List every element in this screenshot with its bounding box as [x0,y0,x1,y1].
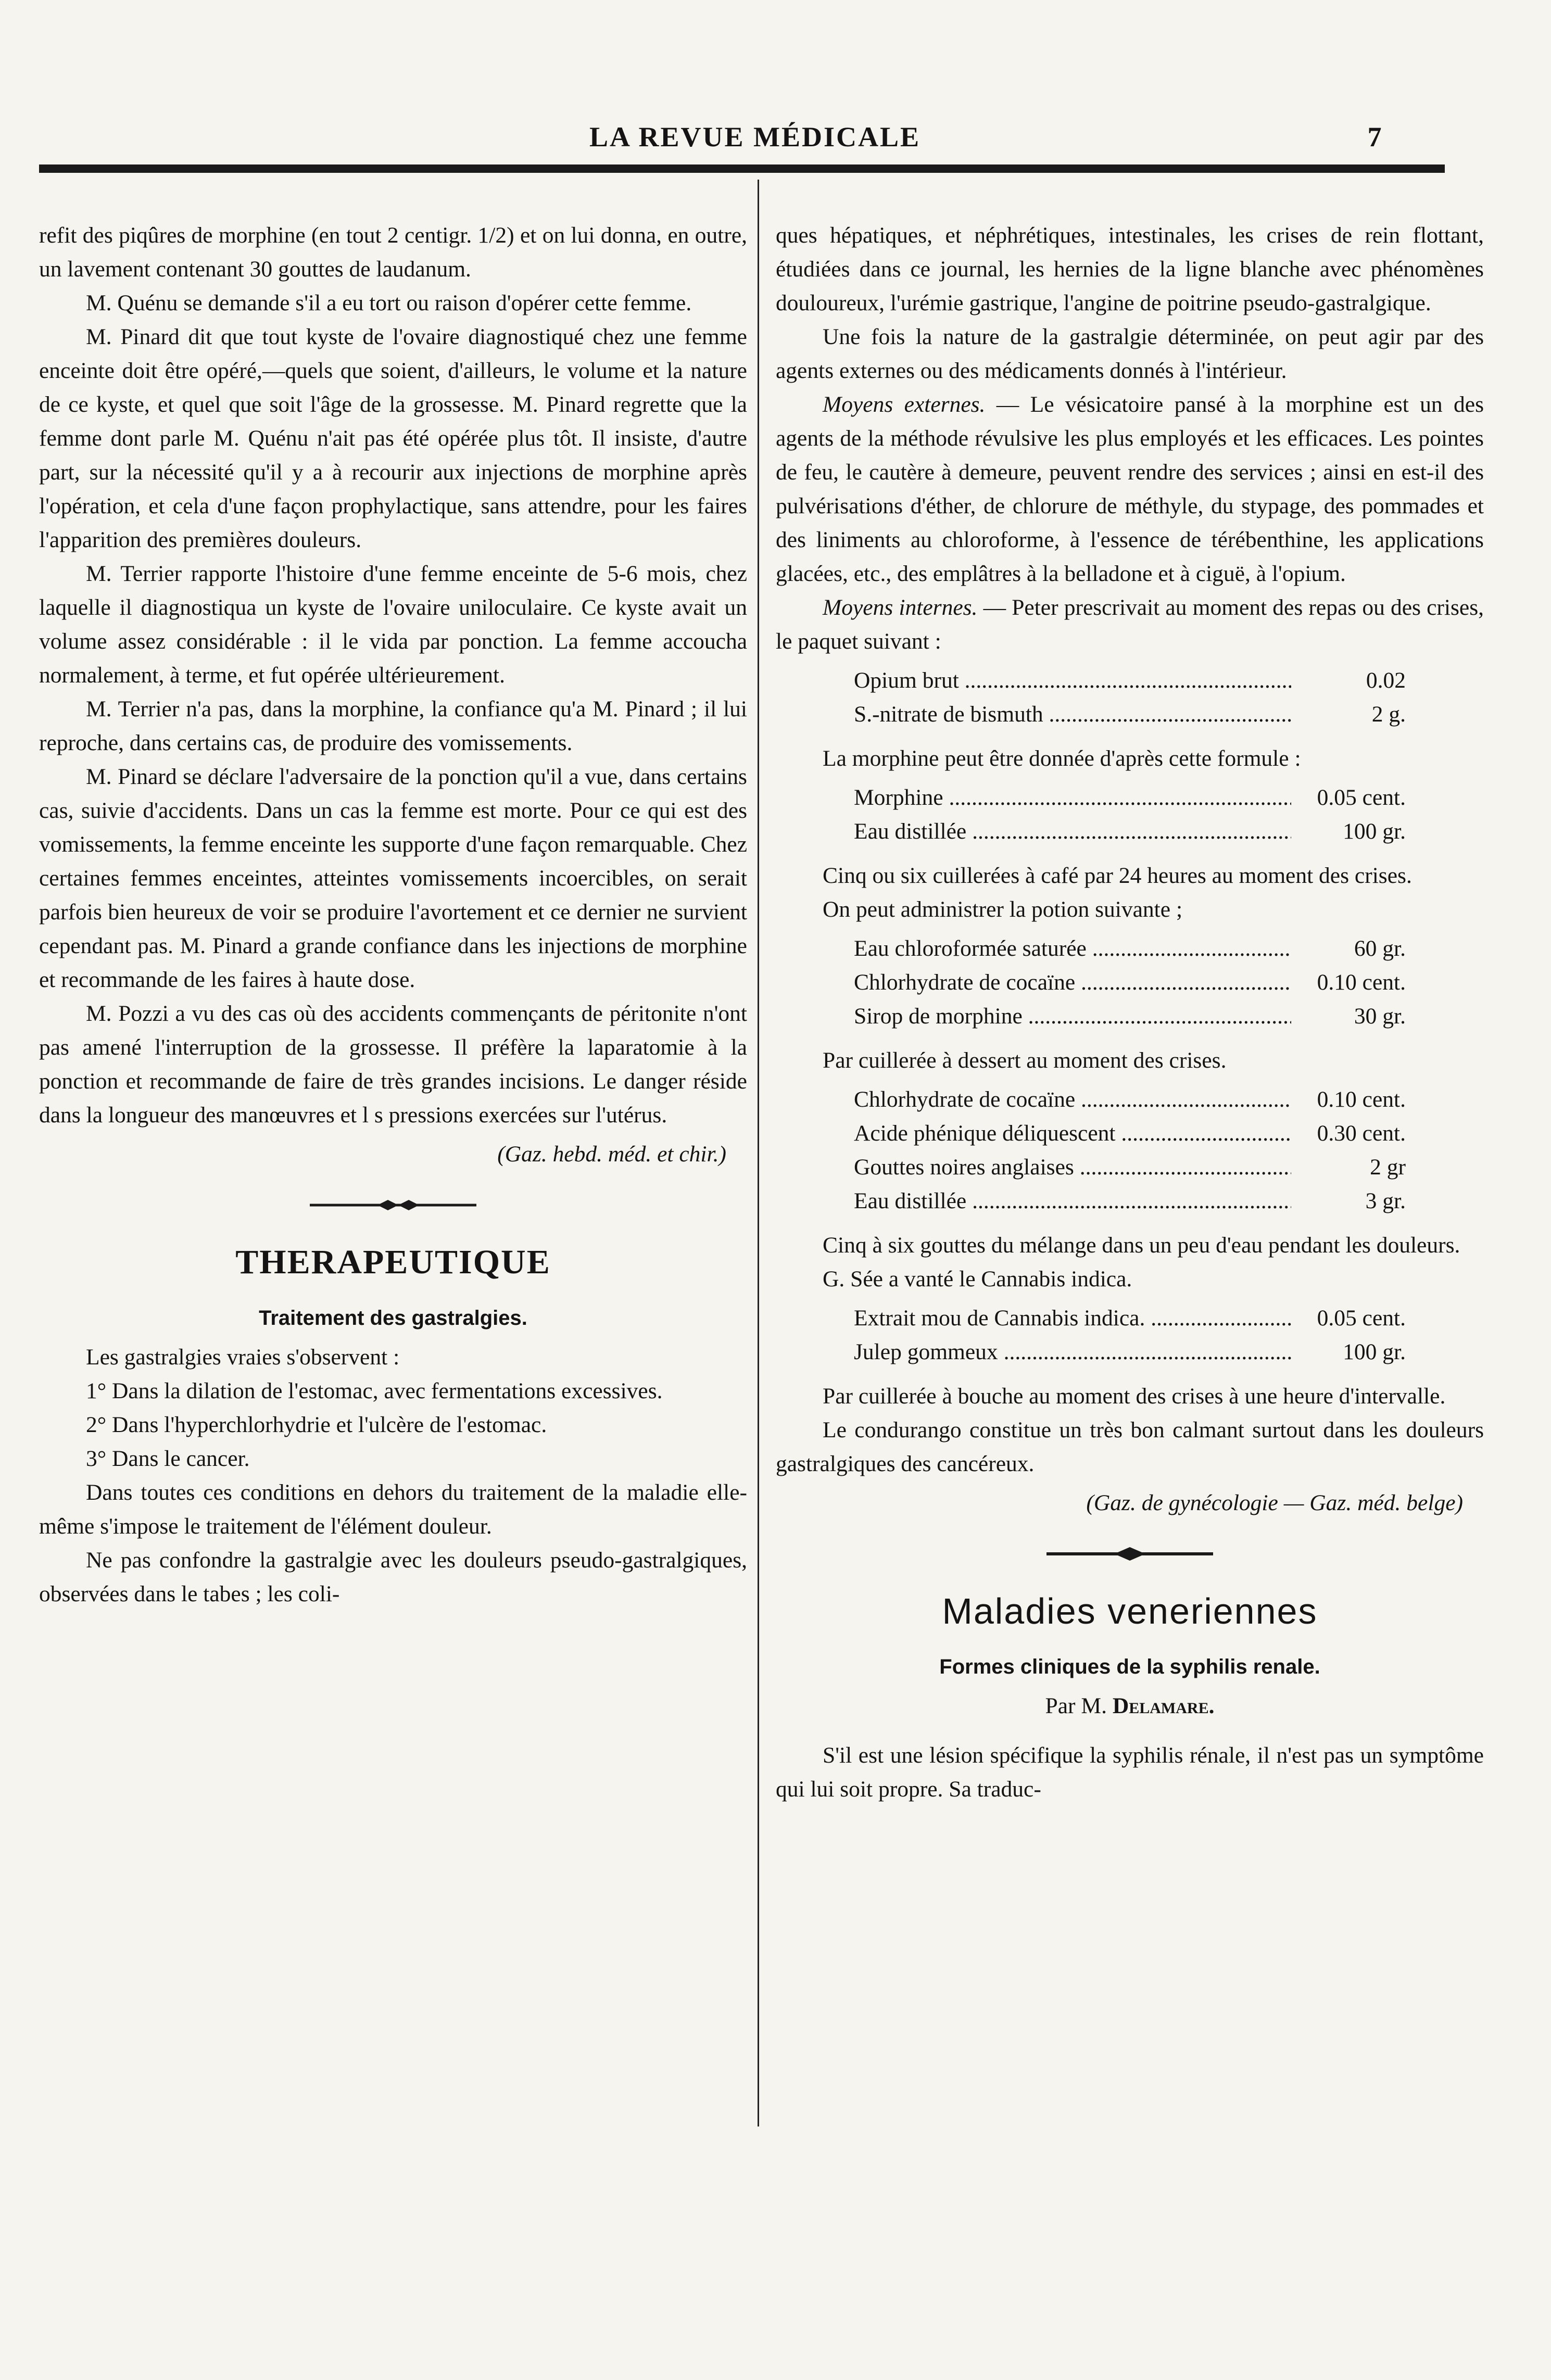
paragraph [776,388,1484,591]
ingredient-dose: 0.05 cent. [1317,785,1406,810]
ingredient-dose: 100 gr. [1343,819,1406,844]
paragraph: G. Sée a vanté le Cannabis indica. [823,1267,1132,1292]
paragraph: On peut administrer la potion suivante ; [823,897,1183,922]
journal-title: LA REVUE MÉDICALE [589,121,921,153]
ingredient-name: Extrait mou de Cannabis indica. ..... [854,1301,1291,1335]
list-item: 3° Dans le cancer. [86,1446,250,1471]
ingredient-name: Sirop de morphine ..... [854,999,1291,1033]
paragraph: M. Pinard dit que tout kyste de l'ovaire diagnostiqué chez une femme enceinte doit être opéré,—quels que soient, d'ailleurs, le volume et la nature de ce kyste, et quel que soit l'âge de la grossesse. M. Pinard regrette que la femme dont parle M. Quénu n'ait pas été opérée plus tôt. Il insiste, d'autre part, sur la nécessité qu'il y a à recourir aux injections de morphine après l'opération, et cela d'une façon prophylactique, sans attendre, pour les faires l'apparition des premières douleurs. [39,324,747,552]
ingredient-name: Chlorhydrate de cocaïne ..... [854,1083,1291,1117]
ingredient-name: Opium brut ..... [854,664,1291,698]
paragraph: ques hépatiques, et néphrétiques, intestinales, les crises de rein flottant, étudiées dans ce journal, les hernies de la ligne blanche avec phénomènes douloureux, l'urémie gastrique, l'angine de poitrine pseudo-gastralgique. [776,223,1484,315]
formula-row [776,966,1484,999]
byline-prefix: Par M. [1045,1693,1113,1718]
paragraph: Cinq ou six cuillerées à café par 24 heures au moment des crises. [823,863,1412,888]
ingredient-name: Eau chloroformée saturée ..... [854,932,1291,966]
ingredient-dose: 0.05 cent. [1317,1306,1406,1331]
list-item: 2° Dans l'hyperchlorhydrie et l'ulcère de l'estomac. [86,1412,547,1437]
paragraph: La morphine peut être donnée d'après cette formule : [823,746,1301,771]
paragraph: Ne pas confondre la gastralgie avec les douleurs pseudo-gastralgiques, observées dans le tabes ; les coli- [39,1548,747,1606]
formula-row [776,815,1484,849]
formula-row [776,999,1484,1033]
paragraph-text: — Peter prescrivait au moment des repas ou des crises, le paquet suivant : [776,595,1484,654]
right-column [776,219,1484,1806]
moyens-internes-label: Moyens internes. [823,595,978,620]
paragraph [776,591,1484,659]
paragraph: Par cuillerée à bouche au moment des crises à une heure d'intervalle. [823,1384,1446,1409]
formula-row [776,664,1484,698]
formula-row [776,1117,1484,1150]
ingredient-name: Gouttes noires anglaises ..... [854,1150,1291,1184]
paragraph: Par cuillerée à dessert au moment des crises. [823,1048,1227,1073]
subheading-syphilis-renale: Formes cliniques de la syphilis renale. [939,1655,1320,1678]
section-title-maladies-veneriennes: Maladies veneriennes [942,1591,1318,1631]
ingredient-dose: 0.10 cent. [1317,1087,1406,1112]
paragraph: S'il est une lésion spécifique la syphilis rénale, il n'est pas un symptôme qui lui soit propre. Sa traduc- [776,1743,1484,1802]
section-ornament [39,1171,747,1239]
left-column [39,219,747,1611]
ingredient-dose: 2 gr [1370,1155,1406,1180]
ingredient-dose: 0.10 cent. [1317,970,1406,995]
paragraph: Le condurango constitue un très bon calmant surtout dans les douleurs gastralgiques des cancéreux. [776,1417,1484,1476]
ingredient-name: Eau distillée ..... [854,1184,1291,1218]
section-title-therapeutique: THERAPEUTIQUE [235,1243,551,1281]
ingredient-name: Eau distillée ..... [854,815,1291,849]
paragraph: Une fois la nature de la gastralgie déterminée, on peut agir par des agents externes ou des médicaments donnés à l'intérieur. [776,324,1484,383]
source-citation: (Gaz. de gynécologie — Gaz. méd. belge) [1086,1490,1463,1515]
formula-row [776,1335,1484,1369]
paragraph: refit des piqûres de morphine (en tout 2 centigr. 1/2) et on lui donna, en outre, un lavement contenant 30 gouttes de laudanum. [39,223,747,282]
ingredient-name: Chlorhydrate de cocaïne ..... [854,966,1291,999]
paragraph: M. Terrier rapporte l'histoire d'une femme enceinte de 5-6 mois, chez laquelle il diagnostiqua un kyste de l'ovaire uniloculaire. Ce kyste avait un volume assez considérable : il le vida par ponction. La femme accoucha normalement, à terme, et fut opérée ultérieurement. [39,561,747,688]
ingredient-dose: 2 g. [1371,702,1406,727]
formula-row [776,781,1484,815]
formula-row [776,698,1484,731]
paragraph: Dans toutes ces conditions en dehors du traitement de la maladie elle-même s'impose le traitement de l'élément douleur. [39,1480,747,1539]
section-ornament [776,1520,1484,1588]
source-citation: (Gaz. hebd. méd. et chir.) [497,1142,726,1167]
ingredient-dose: 3 gr. [1365,1188,1406,1213]
formula-cannabis [776,1301,1484,1369]
ingredient-dose: 0.30 cent. [1317,1121,1406,1146]
running-head [0,121,1551,162]
header-rule [39,164,1445,173]
ingredient-dose: 100 gr. [1343,1339,1406,1364]
moyens-externes-label: Moyens externes. [823,392,986,417]
ingredient-dose: 0.02 [1366,668,1406,693]
author-name: Delamare. [1112,1693,1215,1718]
byline [776,1689,1484,1723]
paragraph: M. Terrier n'a pas, dans la morphine, la confiance qu'a M. Pinard ; il lui reproche, dans certains cas, de produire des vomissements. [39,697,747,755]
ingredient-name: Julep gommeux ..... [854,1335,1291,1369]
page-number: 7 [1367,121,1382,153]
paragraph: Cinq à six gouttes du mélange dans un peu d'eau pendant les douleurs. [823,1233,1460,1258]
formula-row [776,1083,1484,1117]
paragraph: M. Pinard se déclare l'adversaire de la ponction qu'il a vue, dans certains cas, suivie d'accidents. Dans un cas la femme est morte. Pour ce qui est des vomissements, la femme enceinte les supporte d'une façon remarquable. Chez certaines femmes enceintes, atteintes vomissements incoercibles, on serait parfois bien heureux de voir se produire l'avortement et ce dernier ne survient cependant pas. M. Pinard a grande confiance dans les injections de morphine et recommande de les faires à haute dose. [39,764,747,992]
paragraph: M. Quénu se demande s'il a eu tort ou raison d'opérer cette femme. [86,290,692,315]
formula-morphine [776,781,1484,849]
formula-potion [776,932,1484,1033]
paragraph: Les gastralgies vraies s'observent : [86,1345,400,1370]
ingredient-name: Acide phénique déliquescent ..... [854,1117,1291,1150]
list-item: 1° Dans la dilation de l'estomac, avec fermentations excessives. [86,1378,663,1403]
paragraph-text: — Le vésicatoire pansé à la morphine est un des agents de la méthode révulsive les plus employés et les efficaces. Les pointes de feu, le cautère à demeure, peuvent rendre des services ; ainsi en est-il des pulvérisations d'éther, de chlorure de méthyle, du stypage, des pommades et des liniments au chloroforme, à l'essence de térébenthine, les applications glacées, etc., des emplâtres à la belladone et à ciguë, à l'opium. [776,392,1484,586]
ingredient-dose: 30 gr. [1354,1004,1406,1029]
formula-cocaine [776,1083,1484,1218]
formula-row [776,1184,1484,1218]
column-divider [758,180,759,2126]
ingredient-name: Morphine ..... [854,781,1291,815]
formula-row [776,1150,1484,1184]
subheading-gastralgies: Traitement des gastralgies. [259,1307,527,1330]
formula-row [776,1301,1484,1335]
formula-row [776,932,1484,966]
paragraph: M. Pozzi a vu des cas où des accidents commençants de péritonite n'ont pas amené l'interruption de la grossesse. Il préfère la laparatomie à la ponction et recommande de faire de très grandes incisions. Le danger réside dans la longueur des manœuvres et l s pressions exercées sur l'utérus. [39,1001,747,1128]
ingredient-name: S.-nitrate de bismuth ..... [854,698,1291,731]
formula-opium [776,664,1484,731]
ingredient-dose: 60 gr. [1354,936,1406,961]
